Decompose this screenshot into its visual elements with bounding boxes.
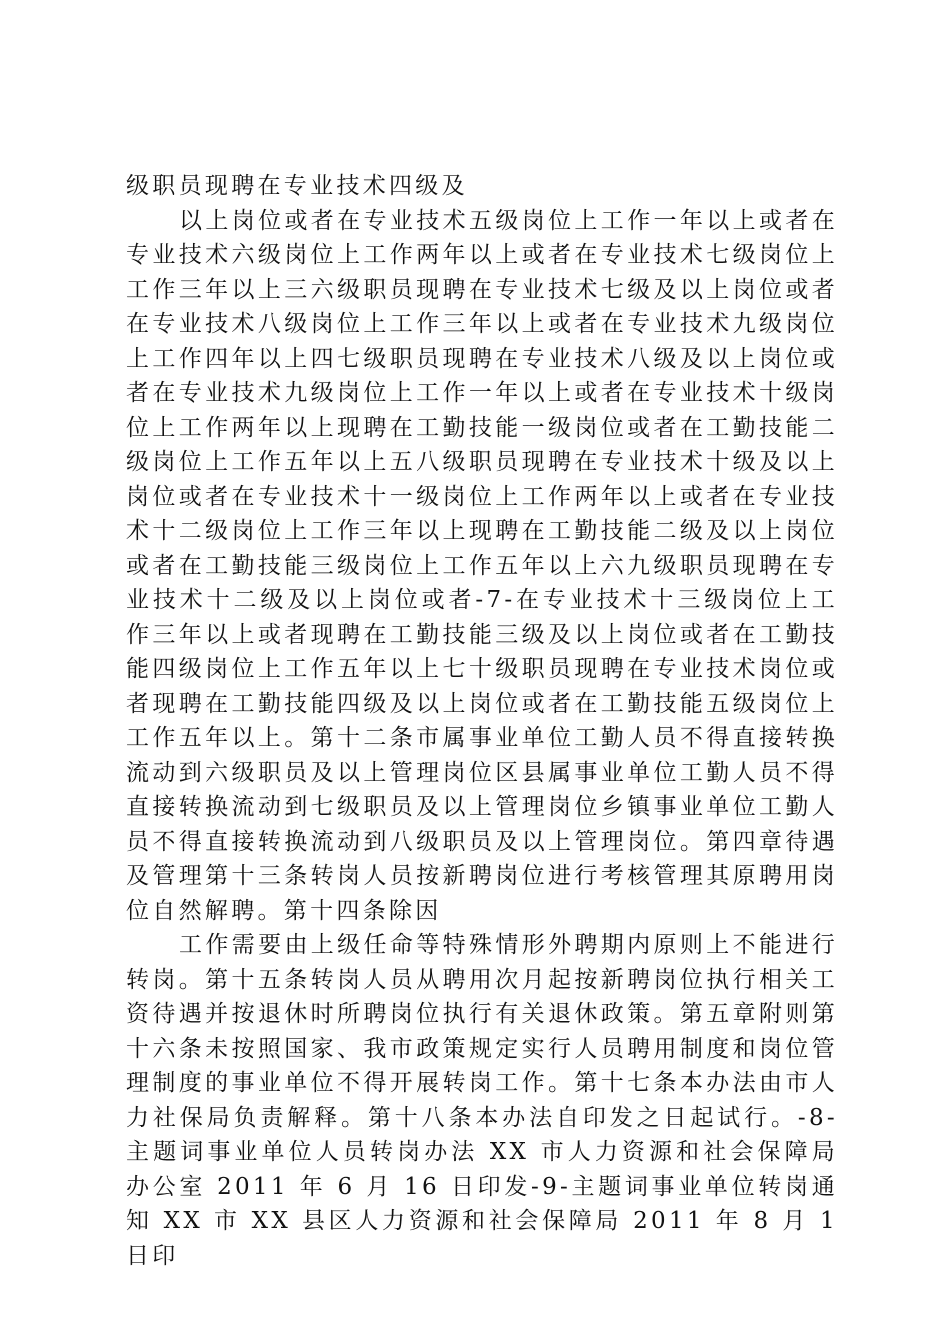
paragraph-2: 以上岗位或者在专业技术五级岗位上工作一年以上或者在专业技术六级岗位上工作两年以上或者在专业技术七级岗位上工作三年以上三六级职员现聘在专业技术七级及以上岗位或者在专业技术八级岗位上工作三年以上或者在专业技术九级岗位上工作四年以上四七级职员现聘在专业技术八级及以上岗位或者在专业技术九级岗位上工作一年以上或者在专业技术十级岗位上工作两年以上现聘在工勤技能一级岗位或者在工勤技能二级岗位上工作五年以上五八级职员现聘在专业技术十级及以上岗位或者在专业技术十一级岗位上工作两年以上或者在专业技术十二级岗位上工作三年以上现聘在工勤技能二级及以上岗位或者在工勤技能三级岗位上工作五年以上六九级职员现聘在专业技术十二级及以上岗位或者-7-在专业技术十三级岗位上工作三年以上或者现聘在工勤技能三级及以上岗位或者在工勤技能四级岗位上工作五年以上七十级职员现聘在专业技术岗位或者现聘在工勤技能四级及以上岗位或者在工勤技能五级岗位上工作五年以上。第十二条市属事业单位工勤人员不得直接转换流动到六级职员及以上管理岗位区县属事业单位工勤人员不得直接转换流动到七级职员及以上管理岗位乡镇事业单位工勤人员不得直接转换流动到八级职员及以上管理岗位。第四章待遇及管理第十三条转岗人员按新聘岗位进行考核管理其原聘用岗位自然解聘。第十四条除因 bbox=[126, 207, 838, 924]
paragraph-3: 工作需要由上级任命等特殊情形外聘期内原则上不能进行转岗。第十五条转岗人员从聘用次月起按新聘岗位执行相关工资待遇并按退休时所聘岗位执行有关退休政策。第五章附则第十六条未按照国家、我市政策规定实行人员聘用制度和岗位管理制度的事业单位不得开展转岗工作。第十七条本办法由市人力社保局负责解释。第十八条本办法自印发之日起试行。-8-主题词事业单位人员转岗办法 XX 市人力资源和社会保障局办公室 2011 年 6 月 16 日印发-9-主题词事业单位转岗通知 XX 市 XX 县区人力资源和社会保障局 2011 年 8 月 1 日印 bbox=[126, 932, 838, 1269]
document-body bbox=[126, 169, 838, 1273]
paragraph-1: 级职员现聘在专业技术四级及 bbox=[126, 173, 468, 199]
